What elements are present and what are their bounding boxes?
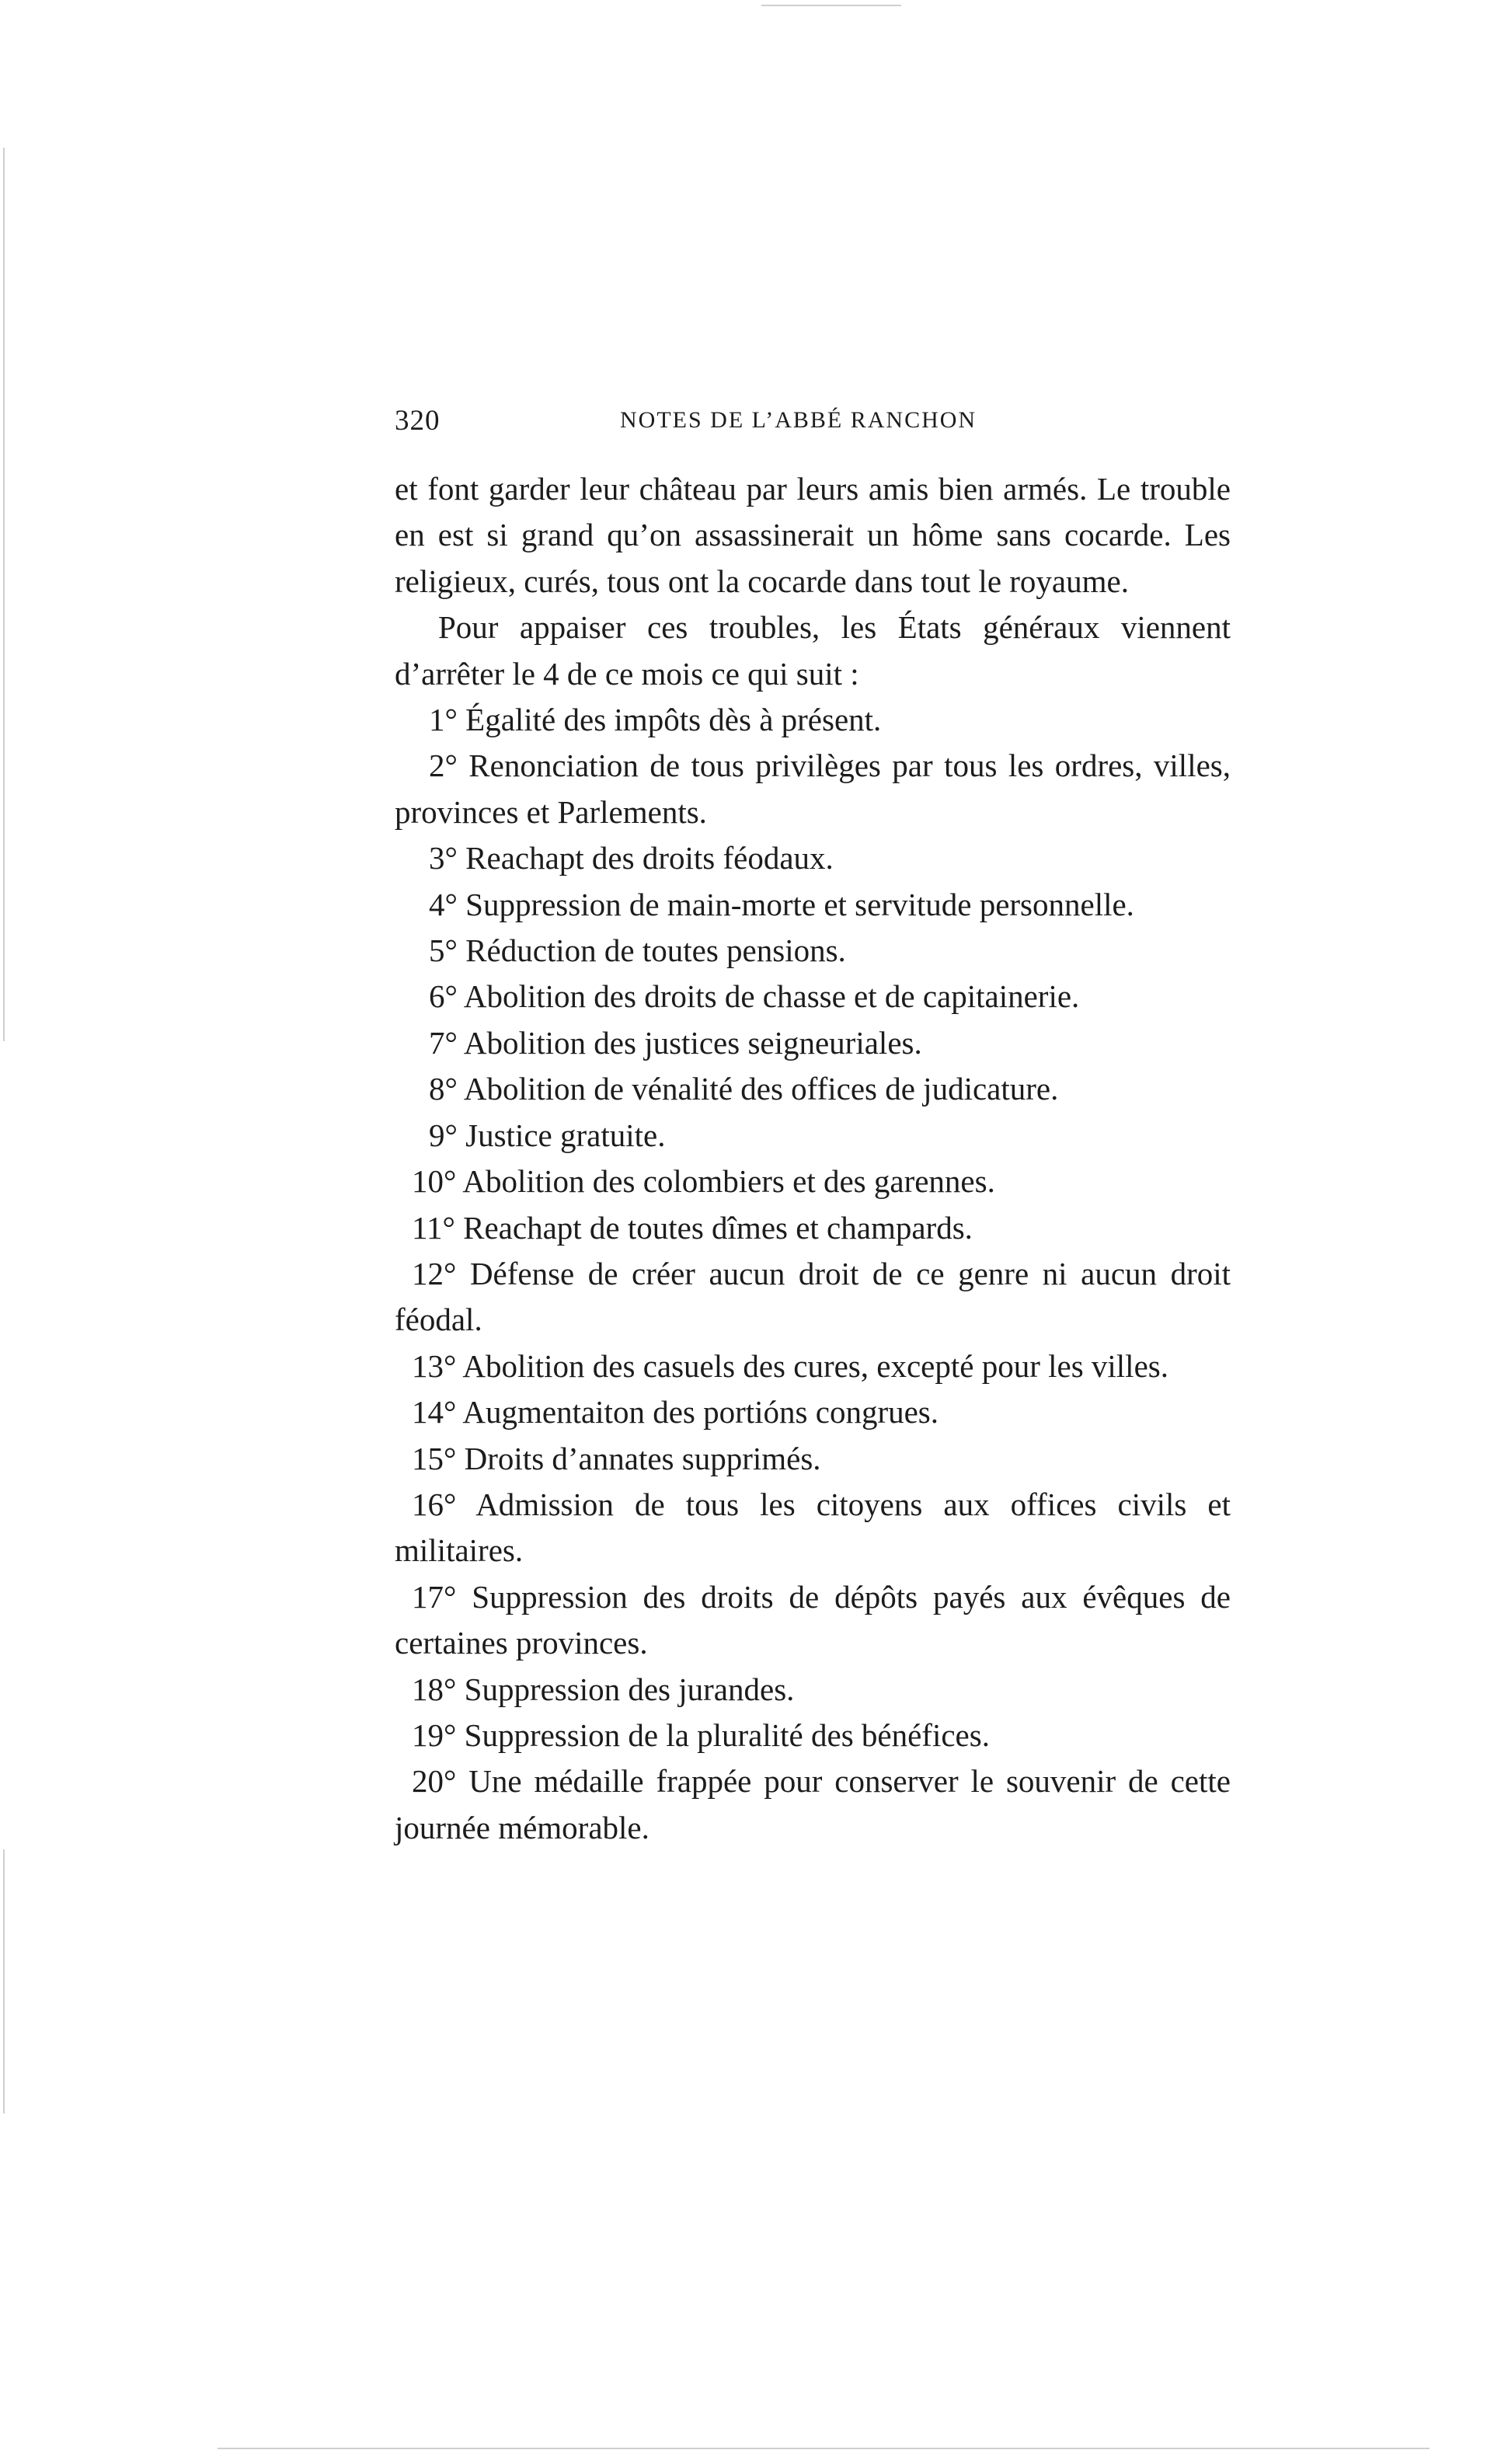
list-item: 18° Suppression des jurandes. bbox=[412, 1671, 795, 1707]
list-item: 10° Abolition des colombiers et des garennes. bbox=[412, 1163, 995, 1200]
page-number: 320 bbox=[395, 405, 441, 437]
list-item: 2° Renonciation de tous privilèges par tous les ordres, villes, provinces et Parlements. bbox=[395, 748, 1231, 830]
left-edge-line bbox=[3, 148, 5, 1041]
list-item: 6° Abolition des droits de chasse et de capitainerie. bbox=[429, 978, 1080, 1015]
paragraph-continuation: et font garder leur château par leurs amis bien armés. Le trouble en est si grand qu’on assassinerait un hôme sans cocarde. Les religieux, curés, tous ont la cocarde dans tout le royaume. bbox=[395, 471, 1231, 599]
list-item: 8° Abolition de vénalité des offices de judicature. bbox=[429, 1071, 1059, 1107]
list-item: 1° Égalité des impôts dès à présent. bbox=[429, 702, 882, 738]
list-item: 15° Droits d’annates supprimés. bbox=[412, 1440, 821, 1476]
list-item: 9° Justice gratuite. bbox=[429, 1117, 666, 1153]
top-edge-line bbox=[761, 5, 901, 6]
list-item: 14° Augmentaiton des portións congrues. bbox=[412, 1394, 939, 1431]
paragraph-intro: Pour appaiser ces troubles, les États généraux viennent d’arrêter le 4 de ce mois ce qui suit : bbox=[395, 609, 1231, 692]
list-item: 5° Réduction de toutes pensions. bbox=[429, 932, 846, 969]
list-item: 7° Abolition des justices seigneuriales. bbox=[429, 1024, 922, 1061]
list-item: 19° Suppression de la pluralité des bénéfices. bbox=[412, 1716, 990, 1753]
bottom-edge-line bbox=[218, 2448, 1430, 2449]
list-item: 17° Suppression des droits de dépôts payés aux évêques de certaines provinces. bbox=[395, 1578, 1231, 1661]
list-item: 4° Suppression de main-morte et servitude personnelle. bbox=[429, 886, 1134, 922]
list-item: 16° Admission de tous les citoyens aux offices civils et militaires. bbox=[395, 1486, 1231, 1569]
list-item: 20° Une médaille frappée pour conserver le souvenir de cette journée mémorable. bbox=[395, 1763, 1231, 1845]
list-item: 11° Reachapt de toutes dîmes et champards. bbox=[412, 1209, 973, 1246]
page-header bbox=[395, 404, 1231, 451]
list-item: 12° Défense de créer aucun droit de ce genre ni aucun droit féodal. bbox=[395, 1255, 1231, 1338]
running-title: NOTES DE L’ABBÉ RANCHON bbox=[620, 407, 977, 433]
left-edge-line-lower bbox=[3, 1849, 5, 2114]
body-text bbox=[395, 466, 1231, 1851]
list-item: 13° Abolition des casuels des cures, excepté pour les villes. bbox=[412, 1347, 1168, 1384]
list-item: 3° Reachapt des droits féodaux. bbox=[429, 840, 834, 877]
